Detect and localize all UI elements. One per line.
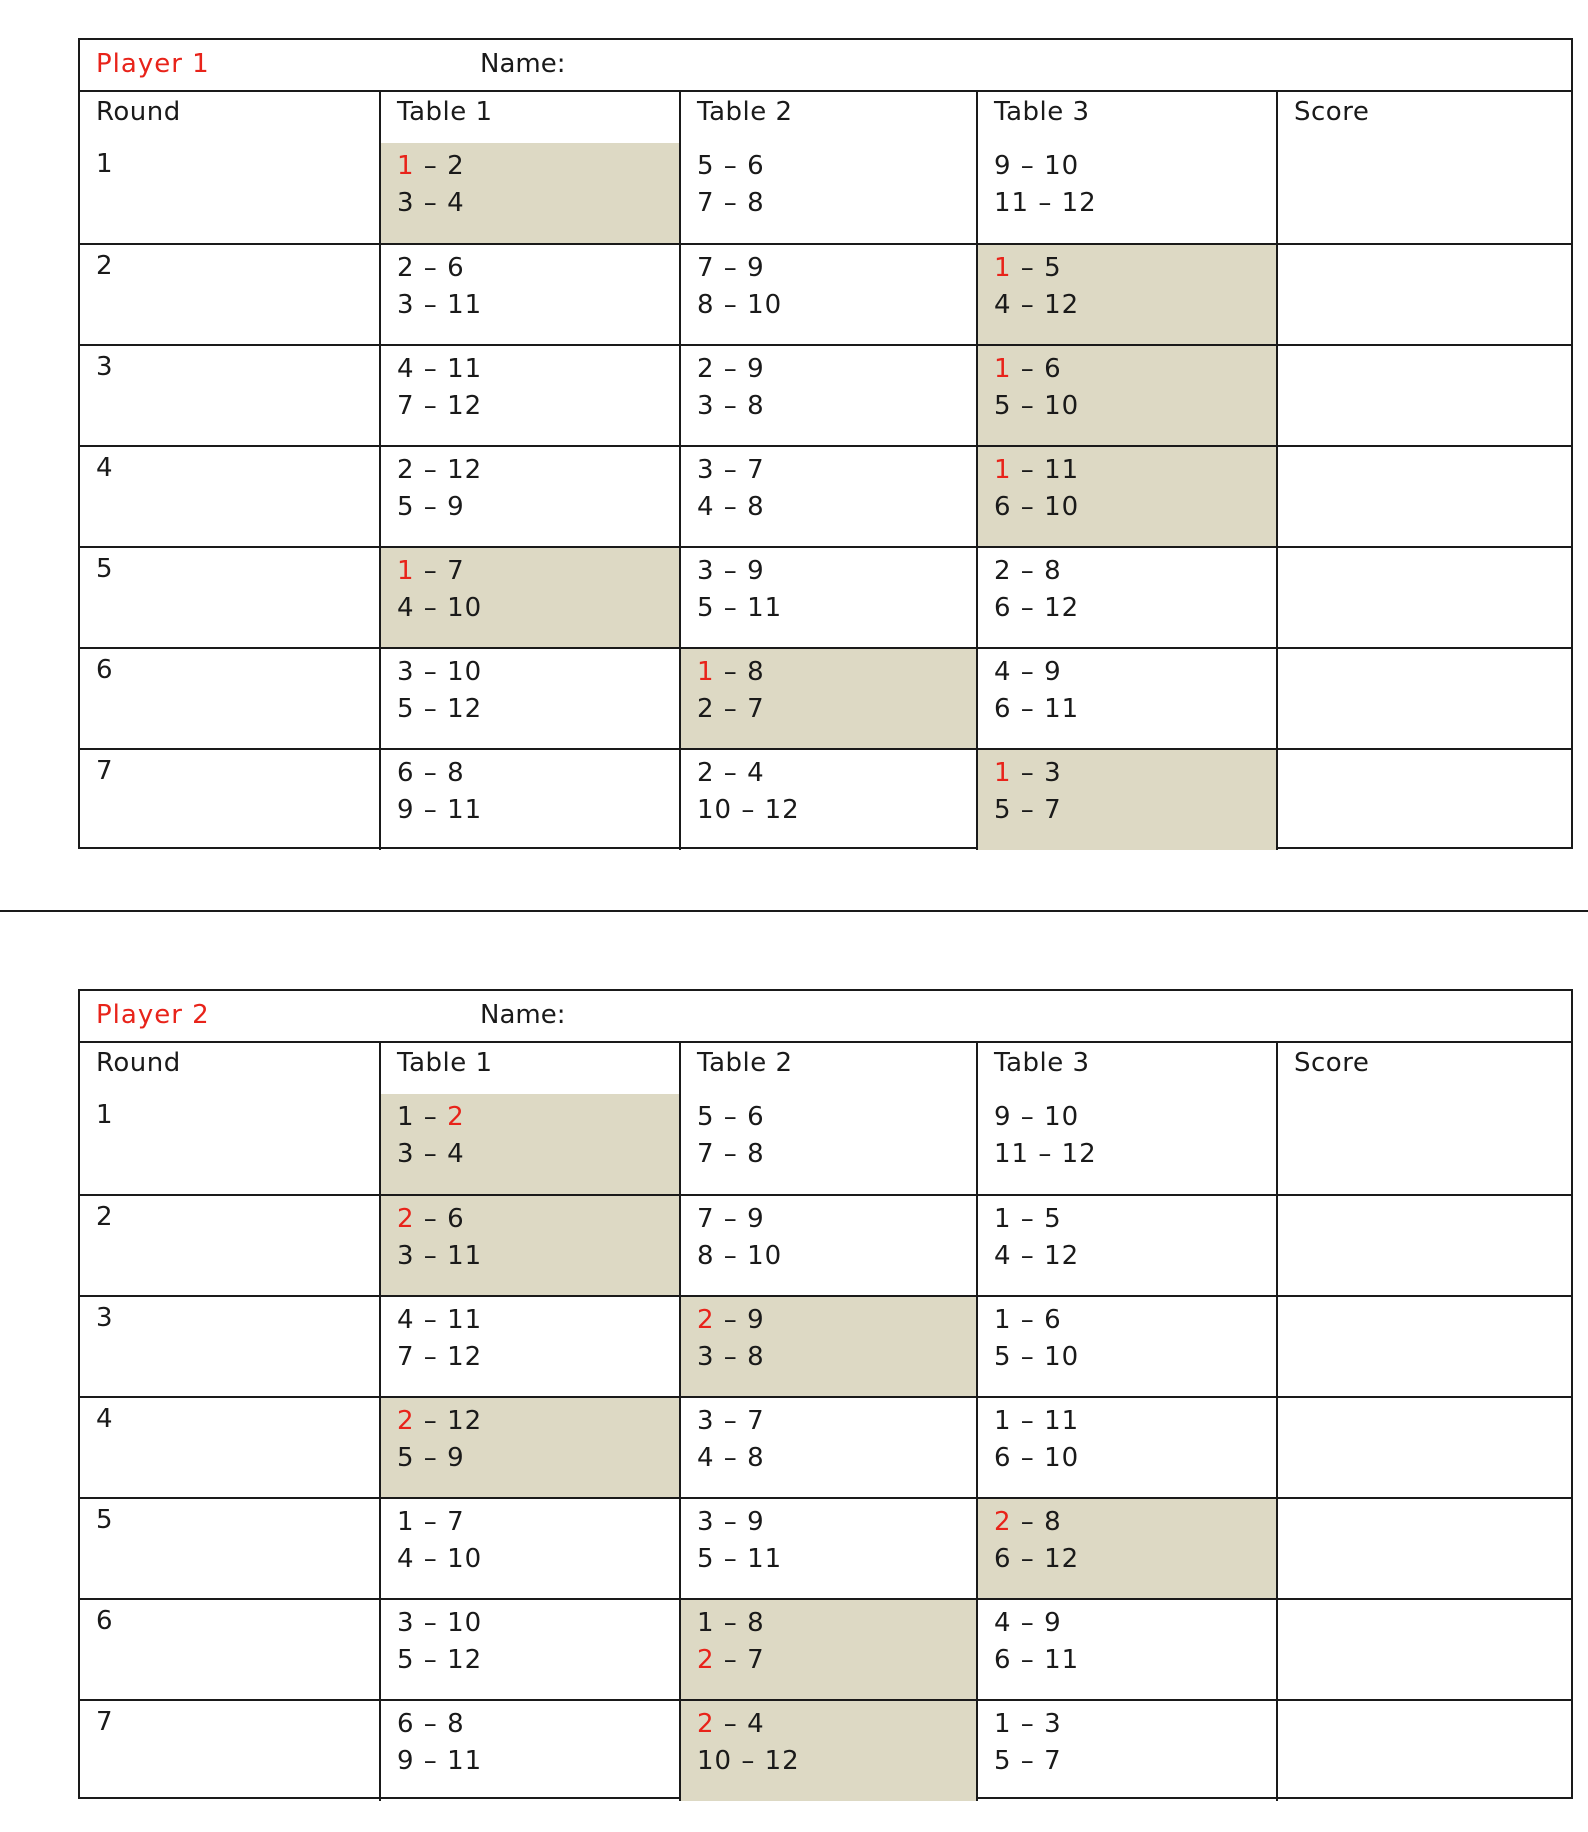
matchup bbox=[978, 245, 1276, 324]
matchup bbox=[681, 245, 976, 324]
matchup bbox=[681, 447, 976, 526]
table-cell bbox=[977, 1094, 1277, 1195]
header-text: Score bbox=[1294, 1048, 1370, 1078]
pairing-text: 5 – 6 bbox=[697, 151, 765, 181]
pairing-text: – 12 bbox=[414, 1406, 483, 1436]
table-cell bbox=[977, 1599, 1277, 1700]
table-cell bbox=[680, 749, 977, 850]
round-number-cell bbox=[80, 1296, 380, 1397]
header-row bbox=[80, 92, 1571, 143]
round-number: 6 bbox=[96, 1606, 113, 1636]
round-row bbox=[80, 547, 1571, 648]
player-label: Player 2 bbox=[96, 1000, 210, 1030]
current-player-number: 1 bbox=[397, 556, 415, 586]
round-number: 7 bbox=[96, 756, 113, 786]
pairing-text: 9 – 11 bbox=[397, 1746, 483, 1776]
matchup bbox=[978, 1297, 1276, 1376]
table-cell bbox=[380, 1700, 680, 1801]
pairing-text: 11 – 12 bbox=[994, 188, 1097, 218]
round-row bbox=[80, 1094, 1571, 1195]
header-cell bbox=[1277, 92, 1571, 143]
header-text: Round bbox=[96, 97, 181, 127]
pairing-text: 4 – 8 bbox=[697, 492, 765, 522]
name-label: Name: bbox=[480, 49, 566, 79]
pairing-text: 5 – 9 bbox=[397, 1443, 465, 1473]
matchup bbox=[681, 1398, 976, 1477]
matchup bbox=[978, 447, 1276, 526]
matchup bbox=[681, 1094, 976, 1173]
header-cell bbox=[680, 92, 977, 143]
current-player-number: 1 bbox=[397, 151, 415, 181]
current-player-number: 2 bbox=[397, 1406, 415, 1436]
pairing-text: 7 – 9 bbox=[697, 1204, 765, 1234]
matchup bbox=[381, 1398, 679, 1477]
pairing-text: 3 – 7 bbox=[697, 1406, 765, 1436]
score-cell[interactable] bbox=[1277, 648, 1571, 749]
pairing-text: 2 – 6 bbox=[397, 253, 465, 283]
table-cell bbox=[680, 1498, 977, 1599]
pairing-text: – 3 bbox=[1011, 758, 1062, 788]
pairing-text: 5 – 10 bbox=[994, 391, 1080, 421]
pairing-text: – 6 bbox=[1011, 354, 1062, 384]
pairing-text: 2 – 4 bbox=[697, 758, 765, 788]
pairing-text: 3 – 9 bbox=[697, 1507, 765, 1537]
round-number-cell bbox=[80, 244, 380, 345]
pairing-text: 4 – 9 bbox=[994, 1608, 1062, 1638]
player-table-cell-highlighted bbox=[680, 1296, 977, 1397]
round-number-cell bbox=[80, 1498, 380, 1599]
table-cell bbox=[380, 244, 680, 345]
score-cell[interactable] bbox=[1277, 1195, 1571, 1296]
player-table-cell-highlighted bbox=[380, 547, 680, 648]
card-header bbox=[80, 991, 1571, 1043]
pairing-text: – 11 bbox=[1011, 455, 1080, 485]
round-number: 6 bbox=[96, 655, 113, 685]
header-text: Round bbox=[96, 1048, 181, 1078]
header-cell bbox=[1277, 1043, 1571, 1094]
matchup bbox=[681, 346, 976, 425]
header-text: Table 3 bbox=[994, 97, 1090, 127]
round-row bbox=[80, 446, 1571, 547]
matchup bbox=[381, 447, 679, 526]
matchup bbox=[978, 1600, 1276, 1679]
round-number-cell bbox=[80, 1700, 380, 1801]
matchup bbox=[681, 649, 976, 728]
pairing-text: – 4 bbox=[714, 1709, 765, 1739]
round-number: 2 bbox=[96, 1202, 113, 1232]
score-cell[interactable] bbox=[1277, 1094, 1571, 1195]
round-row bbox=[80, 1195, 1571, 1296]
pairing-text: 5 – 9 bbox=[397, 492, 465, 522]
header-cell bbox=[380, 92, 680, 143]
current-player-number: 2 bbox=[397, 1204, 415, 1234]
pairing-text: 9 – 10 bbox=[994, 151, 1080, 181]
matchup bbox=[381, 1196, 679, 1275]
pairing-text: 4 – 8 bbox=[697, 1443, 765, 1473]
pairing-text: 1 – 3 bbox=[994, 1709, 1062, 1739]
table-cell bbox=[380, 345, 680, 446]
round-number: 4 bbox=[96, 1404, 113, 1434]
header-cell bbox=[977, 1043, 1277, 1094]
matchup bbox=[681, 1600, 976, 1679]
name-label: Name: bbox=[480, 1000, 566, 1030]
table-cell bbox=[380, 749, 680, 850]
pairing-text: 5 – 7 bbox=[994, 1746, 1062, 1776]
pairing-text: 5 – 11 bbox=[697, 593, 783, 623]
current-player-number: 1 bbox=[697, 657, 715, 687]
pairing-text: – 7 bbox=[414, 556, 465, 586]
matchup bbox=[681, 1499, 976, 1578]
matchup bbox=[978, 143, 1276, 222]
round-number: 1 bbox=[96, 1100, 113, 1130]
schedule-table bbox=[80, 92, 1571, 850]
matchup bbox=[381, 548, 679, 627]
pairing-text: 7 – 12 bbox=[397, 391, 483, 421]
pairing-text: 11 – 12 bbox=[994, 1139, 1097, 1169]
pairing-text: – 7 bbox=[714, 1645, 765, 1675]
round-number-cell bbox=[80, 1397, 380, 1498]
table-cell bbox=[680, 547, 977, 648]
header-row bbox=[80, 1043, 1571, 1094]
header-text: Table 3 bbox=[994, 1048, 1090, 1078]
header-text: Table 1 bbox=[397, 97, 493, 127]
round-row bbox=[80, 244, 1571, 345]
pairing-text: 1 – 8 bbox=[697, 1608, 765, 1638]
round-number-cell bbox=[80, 446, 380, 547]
round-number-cell bbox=[80, 1195, 380, 1296]
pairing-text: 6 – 10 bbox=[994, 1443, 1080, 1473]
current-player-number: 1 bbox=[994, 354, 1012, 384]
table-cell bbox=[680, 345, 977, 446]
header-cell bbox=[380, 1043, 680, 1094]
matchup bbox=[381, 750, 679, 829]
pairing-text: 5 – 10 bbox=[994, 1342, 1080, 1372]
round-row bbox=[80, 345, 1571, 446]
pairing-text: 5 – 12 bbox=[397, 1645, 483, 1675]
pairing-text: 1 – bbox=[397, 1102, 448, 1132]
pairing-text: 7 – 8 bbox=[697, 188, 765, 218]
pairing-text: 3 – 8 bbox=[697, 391, 765, 421]
pairing-text: 3 – 10 bbox=[397, 657, 483, 687]
pairing-text: 3 – 11 bbox=[397, 290, 483, 320]
table-cell bbox=[977, 1397, 1277, 1498]
table-cell bbox=[380, 1296, 680, 1397]
player-table-cell-highlighted bbox=[680, 1700, 977, 1801]
table-cell bbox=[380, 1498, 680, 1599]
pairing-text: 6 – 8 bbox=[397, 1709, 465, 1739]
player-table-cell-highlighted bbox=[680, 1599, 977, 1700]
pairing-text: 2 – 9 bbox=[697, 354, 765, 384]
round-row bbox=[80, 1296, 1571, 1397]
header-cell bbox=[80, 92, 380, 143]
matchup bbox=[381, 1499, 679, 1578]
pairing-text: – 8 bbox=[714, 657, 765, 687]
pairing-text: 1 – 7 bbox=[397, 1507, 465, 1537]
pairing-text: 10 – 12 bbox=[697, 795, 800, 825]
pairing-text: 10 – 12 bbox=[697, 1746, 800, 1776]
pairing-text: 9 – 10 bbox=[994, 1102, 1080, 1132]
matchup bbox=[381, 245, 679, 324]
score-cell[interactable] bbox=[1277, 1397, 1571, 1498]
round-number-cell bbox=[80, 547, 380, 648]
pairing-text: 3 – 9 bbox=[697, 556, 765, 586]
table-cell bbox=[680, 1094, 977, 1195]
pairing-text: 6 – 8 bbox=[397, 758, 465, 788]
pairing-text: 6 – 12 bbox=[994, 593, 1080, 623]
player-1-schedule-card bbox=[78, 38, 1573, 849]
pairing-text: 3 – 7 bbox=[697, 455, 765, 485]
matchup bbox=[978, 1499, 1276, 1578]
matchup bbox=[381, 143, 679, 222]
pairing-text: 9 – 11 bbox=[397, 795, 483, 825]
matchup bbox=[681, 1701, 976, 1780]
matchup bbox=[381, 1701, 679, 1780]
header-text: Table 1 bbox=[397, 1048, 493, 1078]
matchup bbox=[978, 1701, 1276, 1780]
score-cell[interactable] bbox=[1277, 1599, 1571, 1700]
pairing-text: 8 – 10 bbox=[697, 290, 783, 320]
player-table-cell-highlighted bbox=[977, 1498, 1277, 1599]
table-cell bbox=[977, 547, 1277, 648]
table-cell bbox=[977, 648, 1277, 749]
player-table-cell-highlighted bbox=[380, 1397, 680, 1498]
player-label: Player 1 bbox=[96, 49, 210, 79]
player-table-cell-highlighted bbox=[977, 749, 1277, 850]
score-cell[interactable] bbox=[1277, 749, 1571, 850]
round-number-cell bbox=[80, 345, 380, 446]
round-number: 1 bbox=[96, 149, 113, 179]
round-row bbox=[80, 648, 1571, 749]
score-cell[interactable] bbox=[1277, 1296, 1571, 1397]
matchup bbox=[978, 346, 1276, 425]
header-cell bbox=[977, 92, 1277, 143]
round-number-cell bbox=[80, 143, 380, 244]
matchup bbox=[978, 649, 1276, 728]
matchup bbox=[681, 750, 976, 829]
pairing-text: 4 – 11 bbox=[397, 1305, 483, 1335]
section-divider bbox=[0, 910, 1588, 912]
matchup bbox=[978, 1196, 1276, 1275]
pairing-text: 5 – 6 bbox=[697, 1102, 765, 1132]
pairing-text: 4 – 9 bbox=[994, 657, 1062, 687]
round-row bbox=[80, 1599, 1571, 1700]
pairing-text: 8 – 10 bbox=[697, 1241, 783, 1271]
pairing-text: – 8 bbox=[1011, 1507, 1062, 1537]
schedule-table bbox=[80, 1043, 1571, 1801]
pairing-text: 4 – 12 bbox=[994, 1241, 1080, 1271]
player-2-schedule-card bbox=[78, 989, 1573, 1799]
score-cell[interactable] bbox=[1277, 143, 1571, 244]
matchup bbox=[381, 1297, 679, 1376]
score-cell[interactable] bbox=[1277, 1700, 1571, 1801]
current-player-number: 1 bbox=[994, 455, 1012, 485]
round-row bbox=[80, 143, 1571, 244]
pairing-text: – 6 bbox=[414, 1204, 465, 1234]
pairing-text: 5 – 7 bbox=[994, 795, 1062, 825]
current-player-number: 1 bbox=[994, 253, 1012, 283]
table-cell bbox=[680, 1195, 977, 1296]
pairing-text: 7 – 9 bbox=[697, 253, 765, 283]
round-row bbox=[80, 1700, 1571, 1801]
pairing-text: – 9 bbox=[714, 1305, 765, 1335]
player-table-cell-highlighted bbox=[680, 648, 977, 749]
round-number-cell bbox=[80, 648, 380, 749]
current-player-number: 2 bbox=[697, 1709, 715, 1739]
matchup bbox=[978, 1398, 1276, 1477]
current-player-number: 2 bbox=[994, 1507, 1012, 1537]
table-cell bbox=[977, 1700, 1277, 1801]
round-number: 3 bbox=[96, 1303, 113, 1333]
round-number-cell bbox=[80, 1599, 380, 1700]
table-cell bbox=[977, 1296, 1277, 1397]
player-table-cell-highlighted bbox=[977, 244, 1277, 345]
table-cell bbox=[680, 446, 977, 547]
current-player-number: 1 bbox=[994, 758, 1012, 788]
round-row bbox=[80, 1498, 1571, 1599]
round-number-cell bbox=[80, 749, 380, 850]
round-number-cell bbox=[80, 1094, 380, 1195]
score-cell[interactable] bbox=[1277, 547, 1571, 648]
player-table-cell-highlighted bbox=[380, 1094, 680, 1195]
matchup bbox=[978, 1094, 1276, 1173]
card-header bbox=[80, 40, 1571, 92]
pairing-text: 4 – 10 bbox=[397, 1544, 483, 1574]
pairing-text: 5 – 11 bbox=[697, 1544, 783, 1574]
player-table-cell-highlighted bbox=[977, 446, 1277, 547]
score-cell[interactable] bbox=[1277, 446, 1571, 547]
header-cell bbox=[680, 1043, 977, 1094]
table-cell bbox=[380, 446, 680, 547]
round-number: 2 bbox=[96, 251, 113, 281]
pairing-text: 5 – 12 bbox=[397, 694, 483, 724]
pairing-text: – 5 bbox=[1011, 253, 1062, 283]
pairing-text: 2 – 8 bbox=[994, 556, 1062, 586]
matchup bbox=[681, 143, 976, 222]
round-number: 3 bbox=[96, 352, 113, 382]
matchup bbox=[978, 548, 1276, 627]
pairing-text: 3 – 4 bbox=[397, 1139, 465, 1169]
score-cell[interactable] bbox=[1277, 1498, 1571, 1599]
header-text: Table 2 bbox=[697, 1048, 793, 1078]
pairing-text: 6 – 11 bbox=[994, 1645, 1080, 1675]
matchup bbox=[381, 1094, 679, 1173]
table-cell bbox=[680, 1397, 977, 1498]
round-number: 7 bbox=[96, 1707, 113, 1737]
pairing-text: 1 – 11 bbox=[994, 1406, 1080, 1436]
table-cell bbox=[680, 143, 977, 244]
player-table-cell-highlighted bbox=[380, 1195, 680, 1296]
header-text: Table 2 bbox=[697, 97, 793, 127]
table-cell bbox=[380, 648, 680, 749]
pairing-text: 6 – 11 bbox=[994, 694, 1080, 724]
pairing-text: 4 – 12 bbox=[994, 290, 1080, 320]
table-cell bbox=[977, 1195, 1277, 1296]
current-player-number: 2 bbox=[447, 1102, 465, 1132]
matchup bbox=[978, 750, 1276, 829]
table-cell bbox=[680, 244, 977, 345]
player-table-cell-highlighted bbox=[977, 345, 1277, 446]
pairing-text: 7 – 8 bbox=[697, 1139, 765, 1169]
pairing-text: 7 – 12 bbox=[397, 1342, 483, 1372]
round-number: 5 bbox=[96, 554, 113, 584]
header-text: Score bbox=[1294, 97, 1370, 127]
matchup bbox=[381, 649, 679, 728]
matchup bbox=[681, 548, 976, 627]
pairing-text: 2 – 7 bbox=[697, 694, 765, 724]
pairing-text: 1 – 6 bbox=[994, 1305, 1062, 1335]
matchup bbox=[381, 1600, 679, 1679]
table-cell bbox=[977, 143, 1277, 244]
pairing-text: – 2 bbox=[414, 151, 465, 181]
round-row bbox=[80, 1397, 1571, 1498]
matchup bbox=[681, 1196, 976, 1275]
pairing-text: 4 – 10 bbox=[397, 593, 483, 623]
pairing-text: 3 – 11 bbox=[397, 1241, 483, 1271]
matchup bbox=[381, 346, 679, 425]
current-player-number: 2 bbox=[697, 1645, 715, 1675]
pairing-text: 6 – 10 bbox=[994, 492, 1080, 522]
pairing-text: 3 – 4 bbox=[397, 188, 465, 218]
pairing-text: 2 – 12 bbox=[397, 455, 483, 485]
table-cell bbox=[380, 1599, 680, 1700]
score-cell[interactable] bbox=[1277, 244, 1571, 345]
pairing-text: 4 – 11 bbox=[397, 354, 483, 384]
pairing-text: 1 – 5 bbox=[994, 1204, 1062, 1234]
matchup bbox=[681, 1297, 976, 1376]
pairing-text: 6 – 12 bbox=[994, 1544, 1080, 1574]
round-number: 5 bbox=[96, 1505, 113, 1535]
header-cell bbox=[80, 1043, 380, 1094]
pairing-text: 3 – 8 bbox=[697, 1342, 765, 1372]
round-row bbox=[80, 749, 1571, 850]
player-table-cell-highlighted bbox=[380, 143, 680, 244]
pairing-text: 3 – 10 bbox=[397, 1608, 483, 1638]
current-player-number: 2 bbox=[697, 1305, 715, 1335]
round-number: 4 bbox=[96, 453, 113, 483]
score-cell[interactable] bbox=[1277, 345, 1571, 446]
